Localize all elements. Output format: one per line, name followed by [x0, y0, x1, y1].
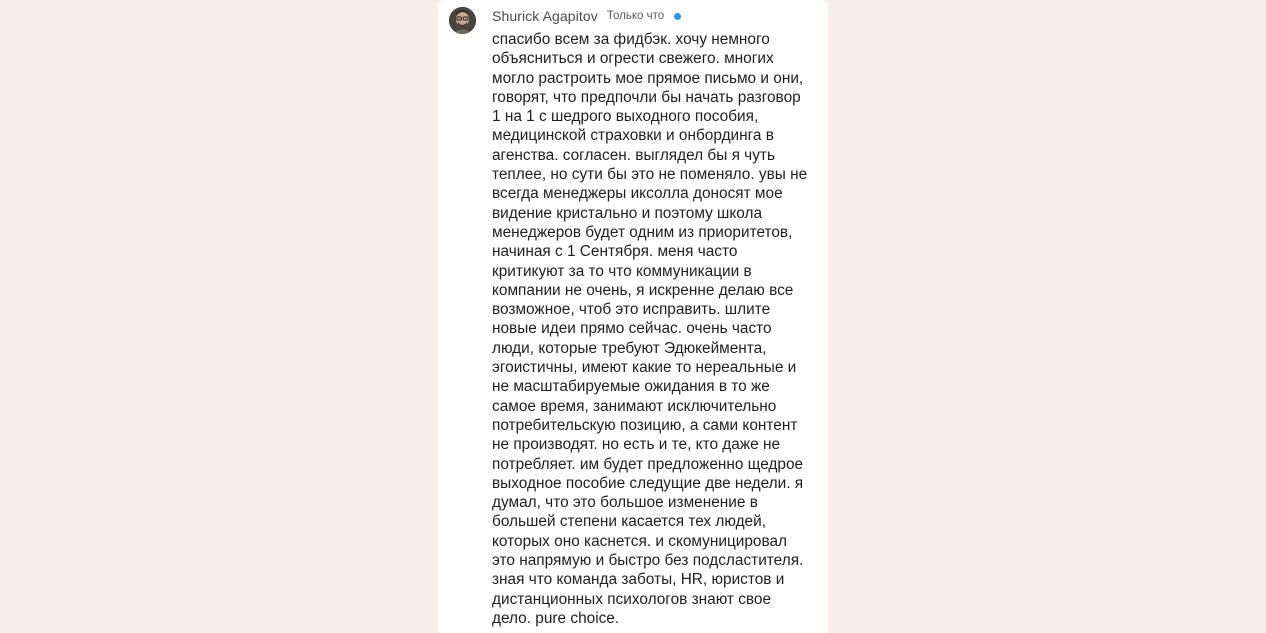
- message-line: медицинской страховки и онбординга в: [492, 127, 774, 145]
- message-line: могло растроить мое прямое письмо и они,: [492, 69, 804, 87]
- message-line: возможное, чтоб это исправить. шлите: [492, 301, 771, 319]
- unread-indicator-icon: [674, 13, 681, 20]
- author-avatar[interactable]: [449, 7, 476, 34]
- message-line: 1 на 1 с шедрого выходного пособия,: [492, 108, 759, 126]
- message-line: самое время, занимают исключительно: [492, 397, 777, 415]
- message-line: видение кристально и поэтому школа: [492, 204, 763, 222]
- message-line: люди, которые требуют Эдюкеймента,: [492, 339, 767, 357]
- post-header: [492, 7, 681, 25]
- message-line: большей степени касается тех людей,: [492, 513, 766, 531]
- message-line: говорят, что предпочли бы начать разговор: [492, 88, 801, 106]
- message-line: объясниться и огрести свежего. многих: [492, 50, 774, 68]
- message-line: думал, что это большое изменение в: [492, 494, 758, 512]
- message-line: начиная с 1 Сентября. меня часто: [492, 243, 738, 261]
- message-line: агенства. согласен. выглядел бы я чуть: [492, 146, 775, 164]
- post-card: [438, 0, 828, 633]
- message-line: это напрямую и быстро без подсластителя.: [492, 552, 804, 570]
- message-line: компании не очень, я искренне делаю все: [492, 281, 794, 299]
- message-line: не производят. но есть и те, кто даже не: [492, 436, 781, 454]
- message-line: дело. pure choice.: [492, 609, 620, 627]
- message-line: всегда менеджеры иксолла доносят мое: [492, 185, 783, 203]
- message-line: менеджеров будет одним из приоритетов,: [492, 223, 793, 241]
- message-line: потребительскую позицию, а сами контент: [492, 416, 798, 434]
- message-line: теплее, но сути бы это не поменяло. увы не: [492, 166, 808, 184]
- message-line: спасибо всем за фидбэк. хочу немного: [492, 31, 770, 48]
- user-avatar-icon: [449, 7, 476, 34]
- message-line: которых оно каснется. и скомуницировал: [492, 532, 788, 550]
- message-body: [492, 30, 822, 628]
- message-line: дистанционных психологов знают свое: [492, 590, 772, 608]
- message-line: не масштабируемые ожидания в то же: [492, 378, 770, 396]
- message-line: эгоистичны, имеют какие то нереальные и: [492, 359, 797, 377]
- message-line: потребляет. им будет предложенно щедрое: [492, 455, 804, 473]
- author-name[interactable]: Shurick Agapitov: [492, 8, 598, 24]
- message-line: выходное пособие следущие две недели. я: [492, 474, 804, 492]
- message-line: критикуют за то что коммуникации в: [492, 262, 752, 280]
- message-line: новые идеи прямо сейчас. очень часто: [492, 320, 772, 338]
- post-timestamp: Только что: [606, 10, 665, 22]
- message-line: зная что команда заботы, HR, юристов и: [492, 571, 785, 589]
